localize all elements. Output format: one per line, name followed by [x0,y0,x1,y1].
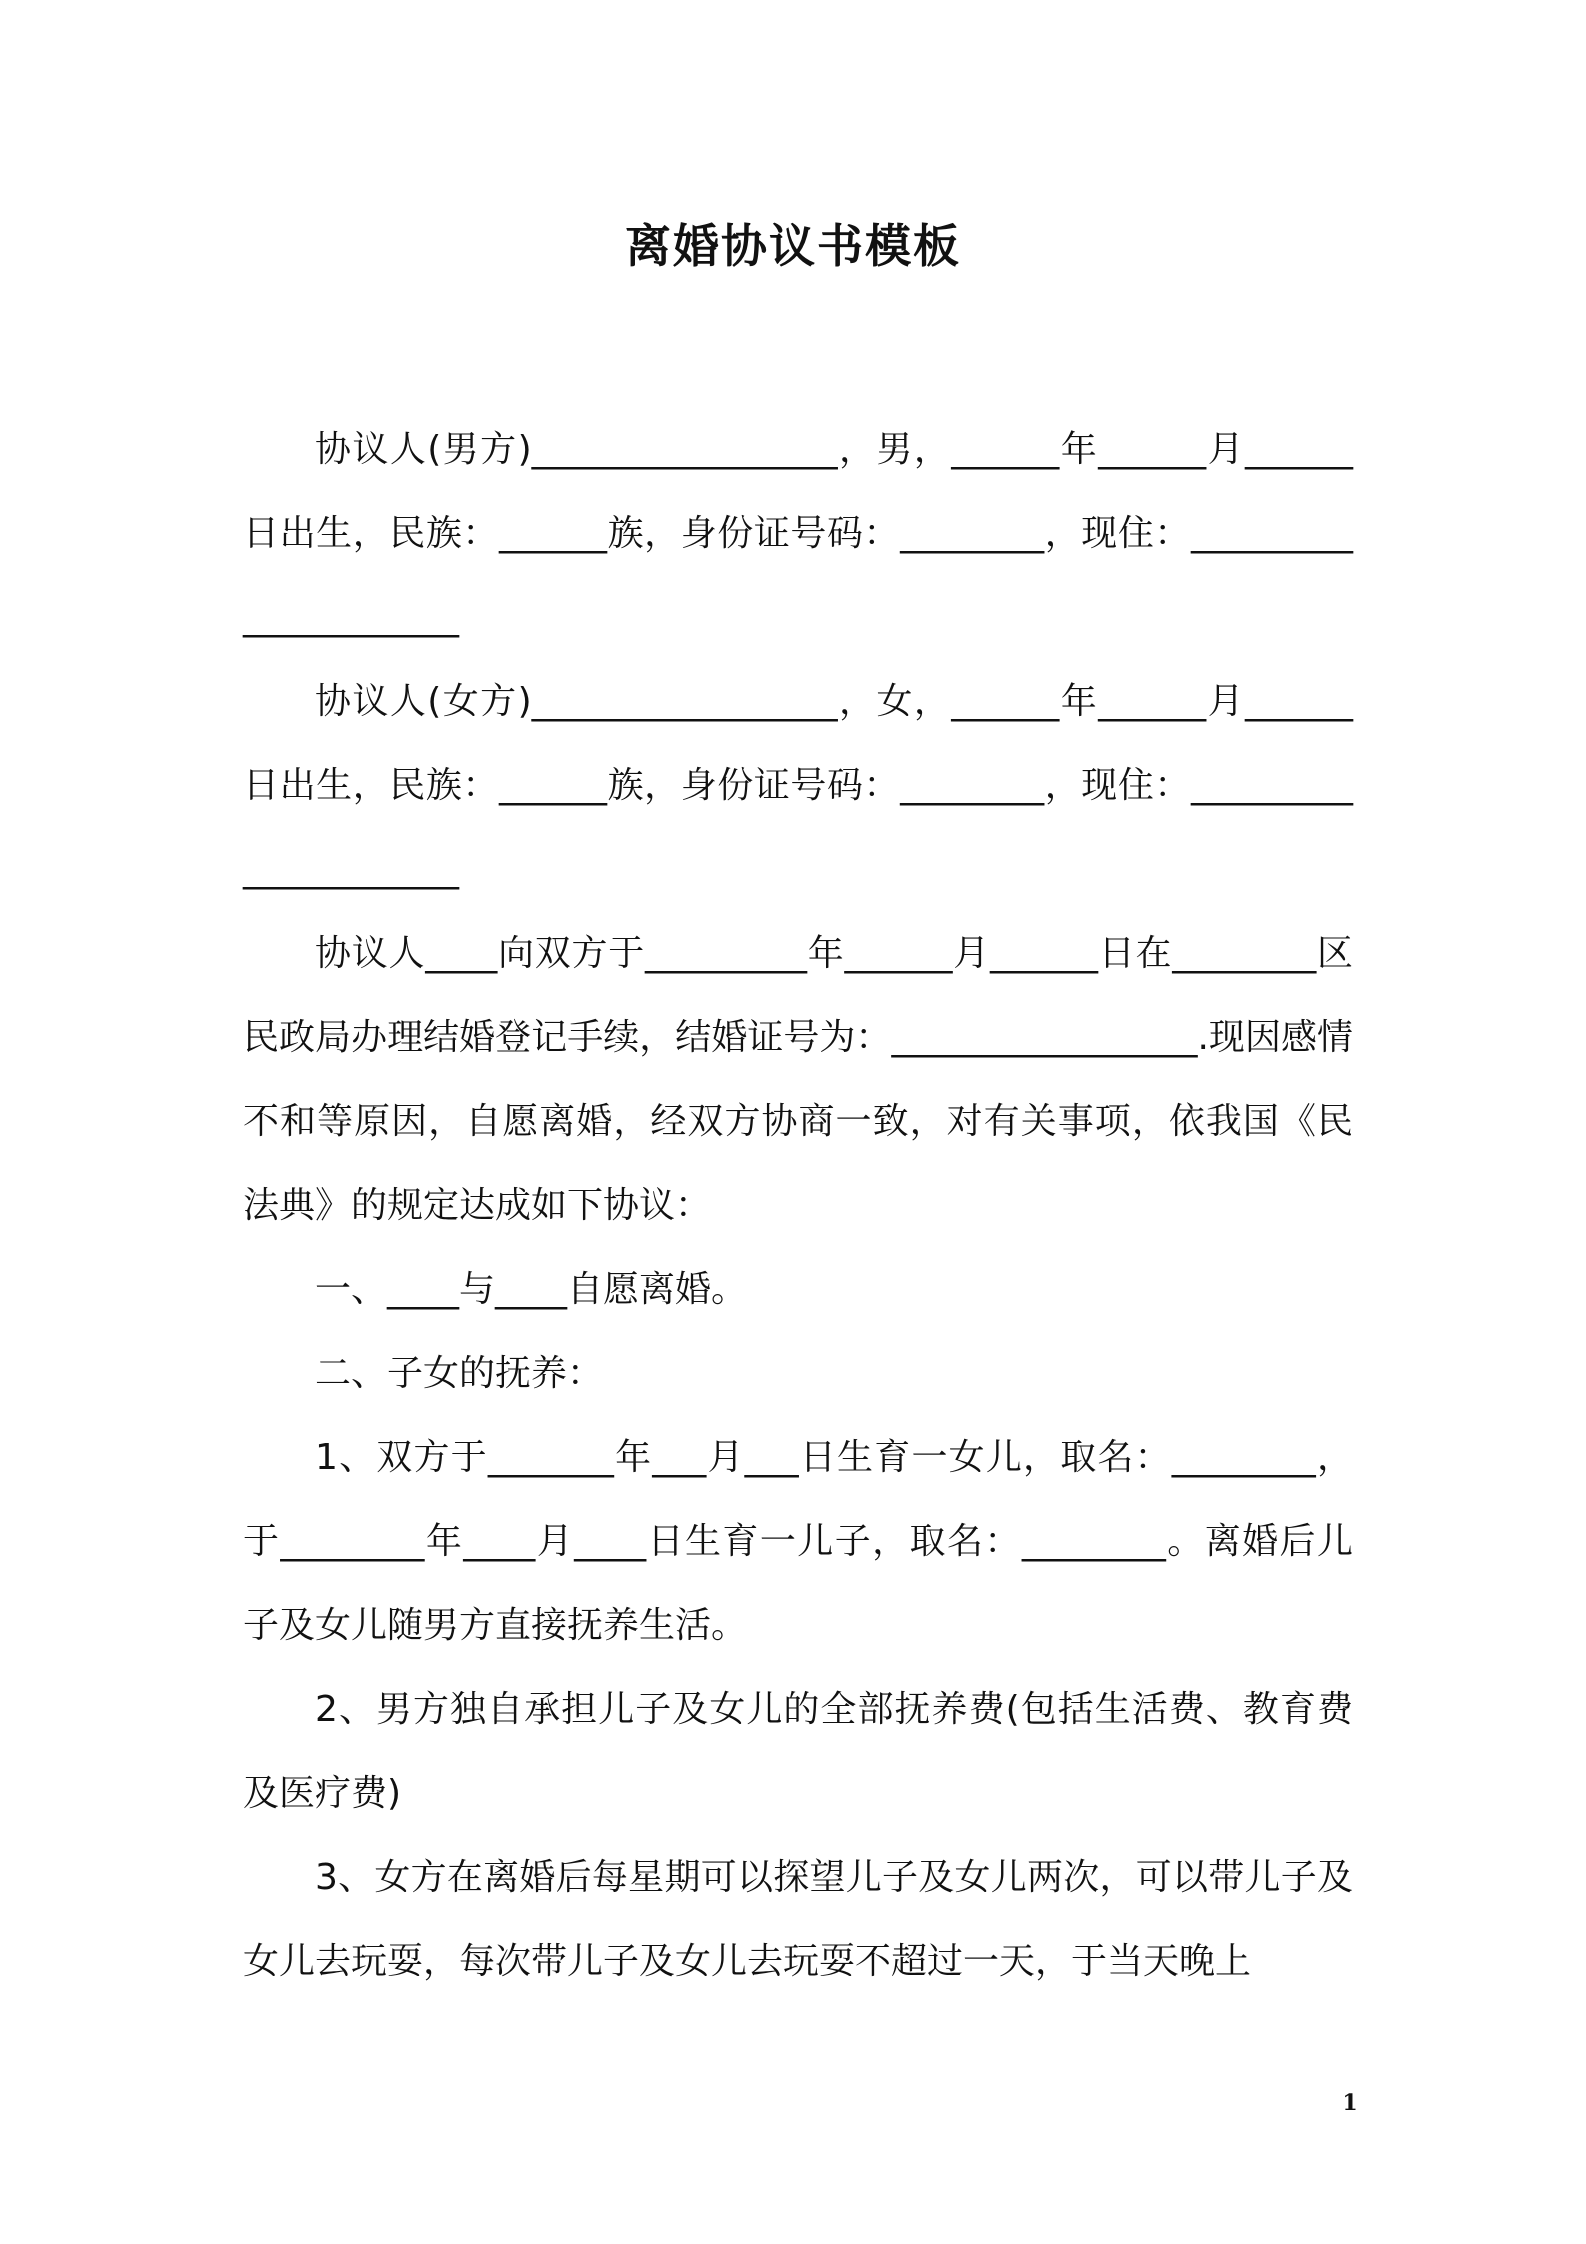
page-number: 1 [1342,2090,1358,2116]
clause-1-divorce: 一、____与____自愿离婚。 [315,1269,748,1310]
document-body [243,408,1353,2004]
paragraph-female-party: 协议人(女方)_________________，女，______年______月______日出生，民族：______族，身份证号码：________，现住：_____________________ [243,681,1353,890]
clause-2-item-3: 3、女方在离婚后每星期可以探望儿子及女儿两次，可以带儿子及女儿去玩耍，每次带儿子及女儿去玩耍不超过一天，于当天晚上 [243,1857,1353,1982]
document-title: 离婚协议书模板 [625,219,961,273]
paragraph-marriage-registration: 协议人____向双方于_________年______月______日在________区民政局办理结婚登记手续，结婚证号为：_________________.现因感情不和等原因，自愿离婚，经双方协商一致，对有关事项，依我国《民法典》的规定达成如下协议： [243,933,1353,1226]
clause-2-heading: 二、子女的抚养： [315,1353,604,1394]
clause-2-item-1: 1、双方于_______年___月___日生育一女儿，取名：________，于________年____月____日生育一儿子，取名：________。离婚后儿子及女儿随男方直接抚养生活。 [243,1437,1353,1646]
clause-2-item-2: 2、男方独自承担儿子及女儿的全部抚养费(包括生活费、教育费及医疗费) [243,1689,1353,1814]
paragraph-male-party: 协议人(男方)_________________，男，______年______月______日出生，民族：______族，身份证号码：________，现住：_____________________ [243,429,1353,638]
